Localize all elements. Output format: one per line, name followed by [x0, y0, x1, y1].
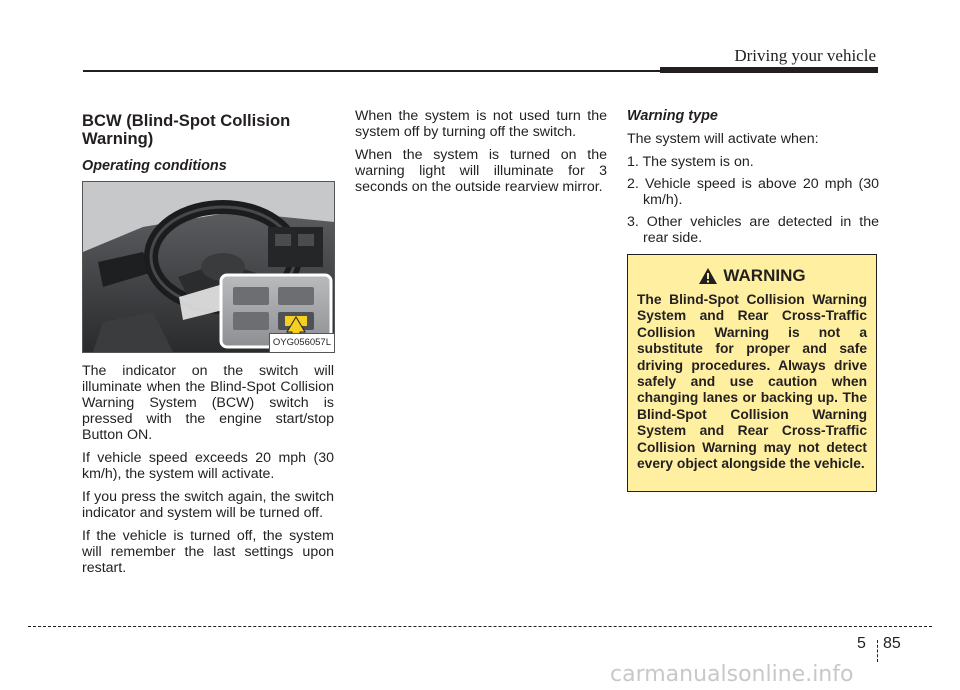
header-bar [660, 67, 878, 73]
dashboard-switch-figure [82, 181, 335, 353]
paragraph: When the system is not used turn the system off by turning off the switch. [355, 108, 607, 140]
subheading-warning-type: Warning type [627, 108, 718, 124]
subheading-operating-conditions: Operating conditions [82, 158, 227, 174]
warning-text: The Blind-Spot Collision Warning System and Rear Cross-Traffic Collision Warning is not a substitute for proper and safe driving procedures. Always drive safely and use caution when changing lanes or backing up. The Blind-Spot Collision Warning System and Rear Cross-Traffic Collision Warning may not detect every object alongside the vehicle. [637, 292, 867, 472]
page-number: 85 [883, 635, 901, 652]
paragraph: If you press the switch again, the switch indicator and system will be turned off. [82, 489, 334, 521]
list-item: 3. Other vehicles are detected in the rear side. [627, 214, 879, 246]
column-3 [627, 108, 879, 252]
section-title: Driving your vehicle [734, 46, 876, 65]
footer-rule [28, 626, 932, 627]
list-item: 1. The system is on. [627, 154, 754, 170]
column-1 [82, 108, 334, 583]
paragraph: If the vehicle is turned off, the system will remember the last settings upon restart. [82, 528, 334, 576]
warning-header [637, 266, 867, 286]
footer-divider [877, 640, 878, 662]
figure-code: OYG056057L [269, 333, 334, 352]
warning-triangle-icon [698, 267, 718, 285]
intro-text: The system will activate when: [627, 131, 819, 147]
page-heading: BCW (Blind-Spot Collision Warning) [82, 111, 291, 148]
chapter-number: 5 [857, 635, 866, 652]
paragraph: The indicator on the switch will illuminate when the Blind-Spot Collision Warning System (BCW) switch is pressed with the engine start/stop Button ON. [82, 363, 334, 443]
dashboard-illustration [83, 182, 334, 352]
paragraph: If vehicle speed exceeds 20 mph (30 km/h), the system will activate. [82, 450, 334, 482]
conditions-list [627, 154, 879, 246]
warning-title: WARNING [723, 266, 806, 285]
watermark: carmanualsonline.info [610, 662, 854, 687]
list-item: 2. Vehicle speed is above 20 mph (30 km/h). [627, 176, 879, 208]
column-2 [355, 108, 607, 202]
paragraph: When the system is turned on the warning light will illuminate for 3 seconds on the outside rearview mirror. [355, 147, 607, 195]
header-rule [83, 70, 660, 72]
warning-box [627, 254, 877, 492]
